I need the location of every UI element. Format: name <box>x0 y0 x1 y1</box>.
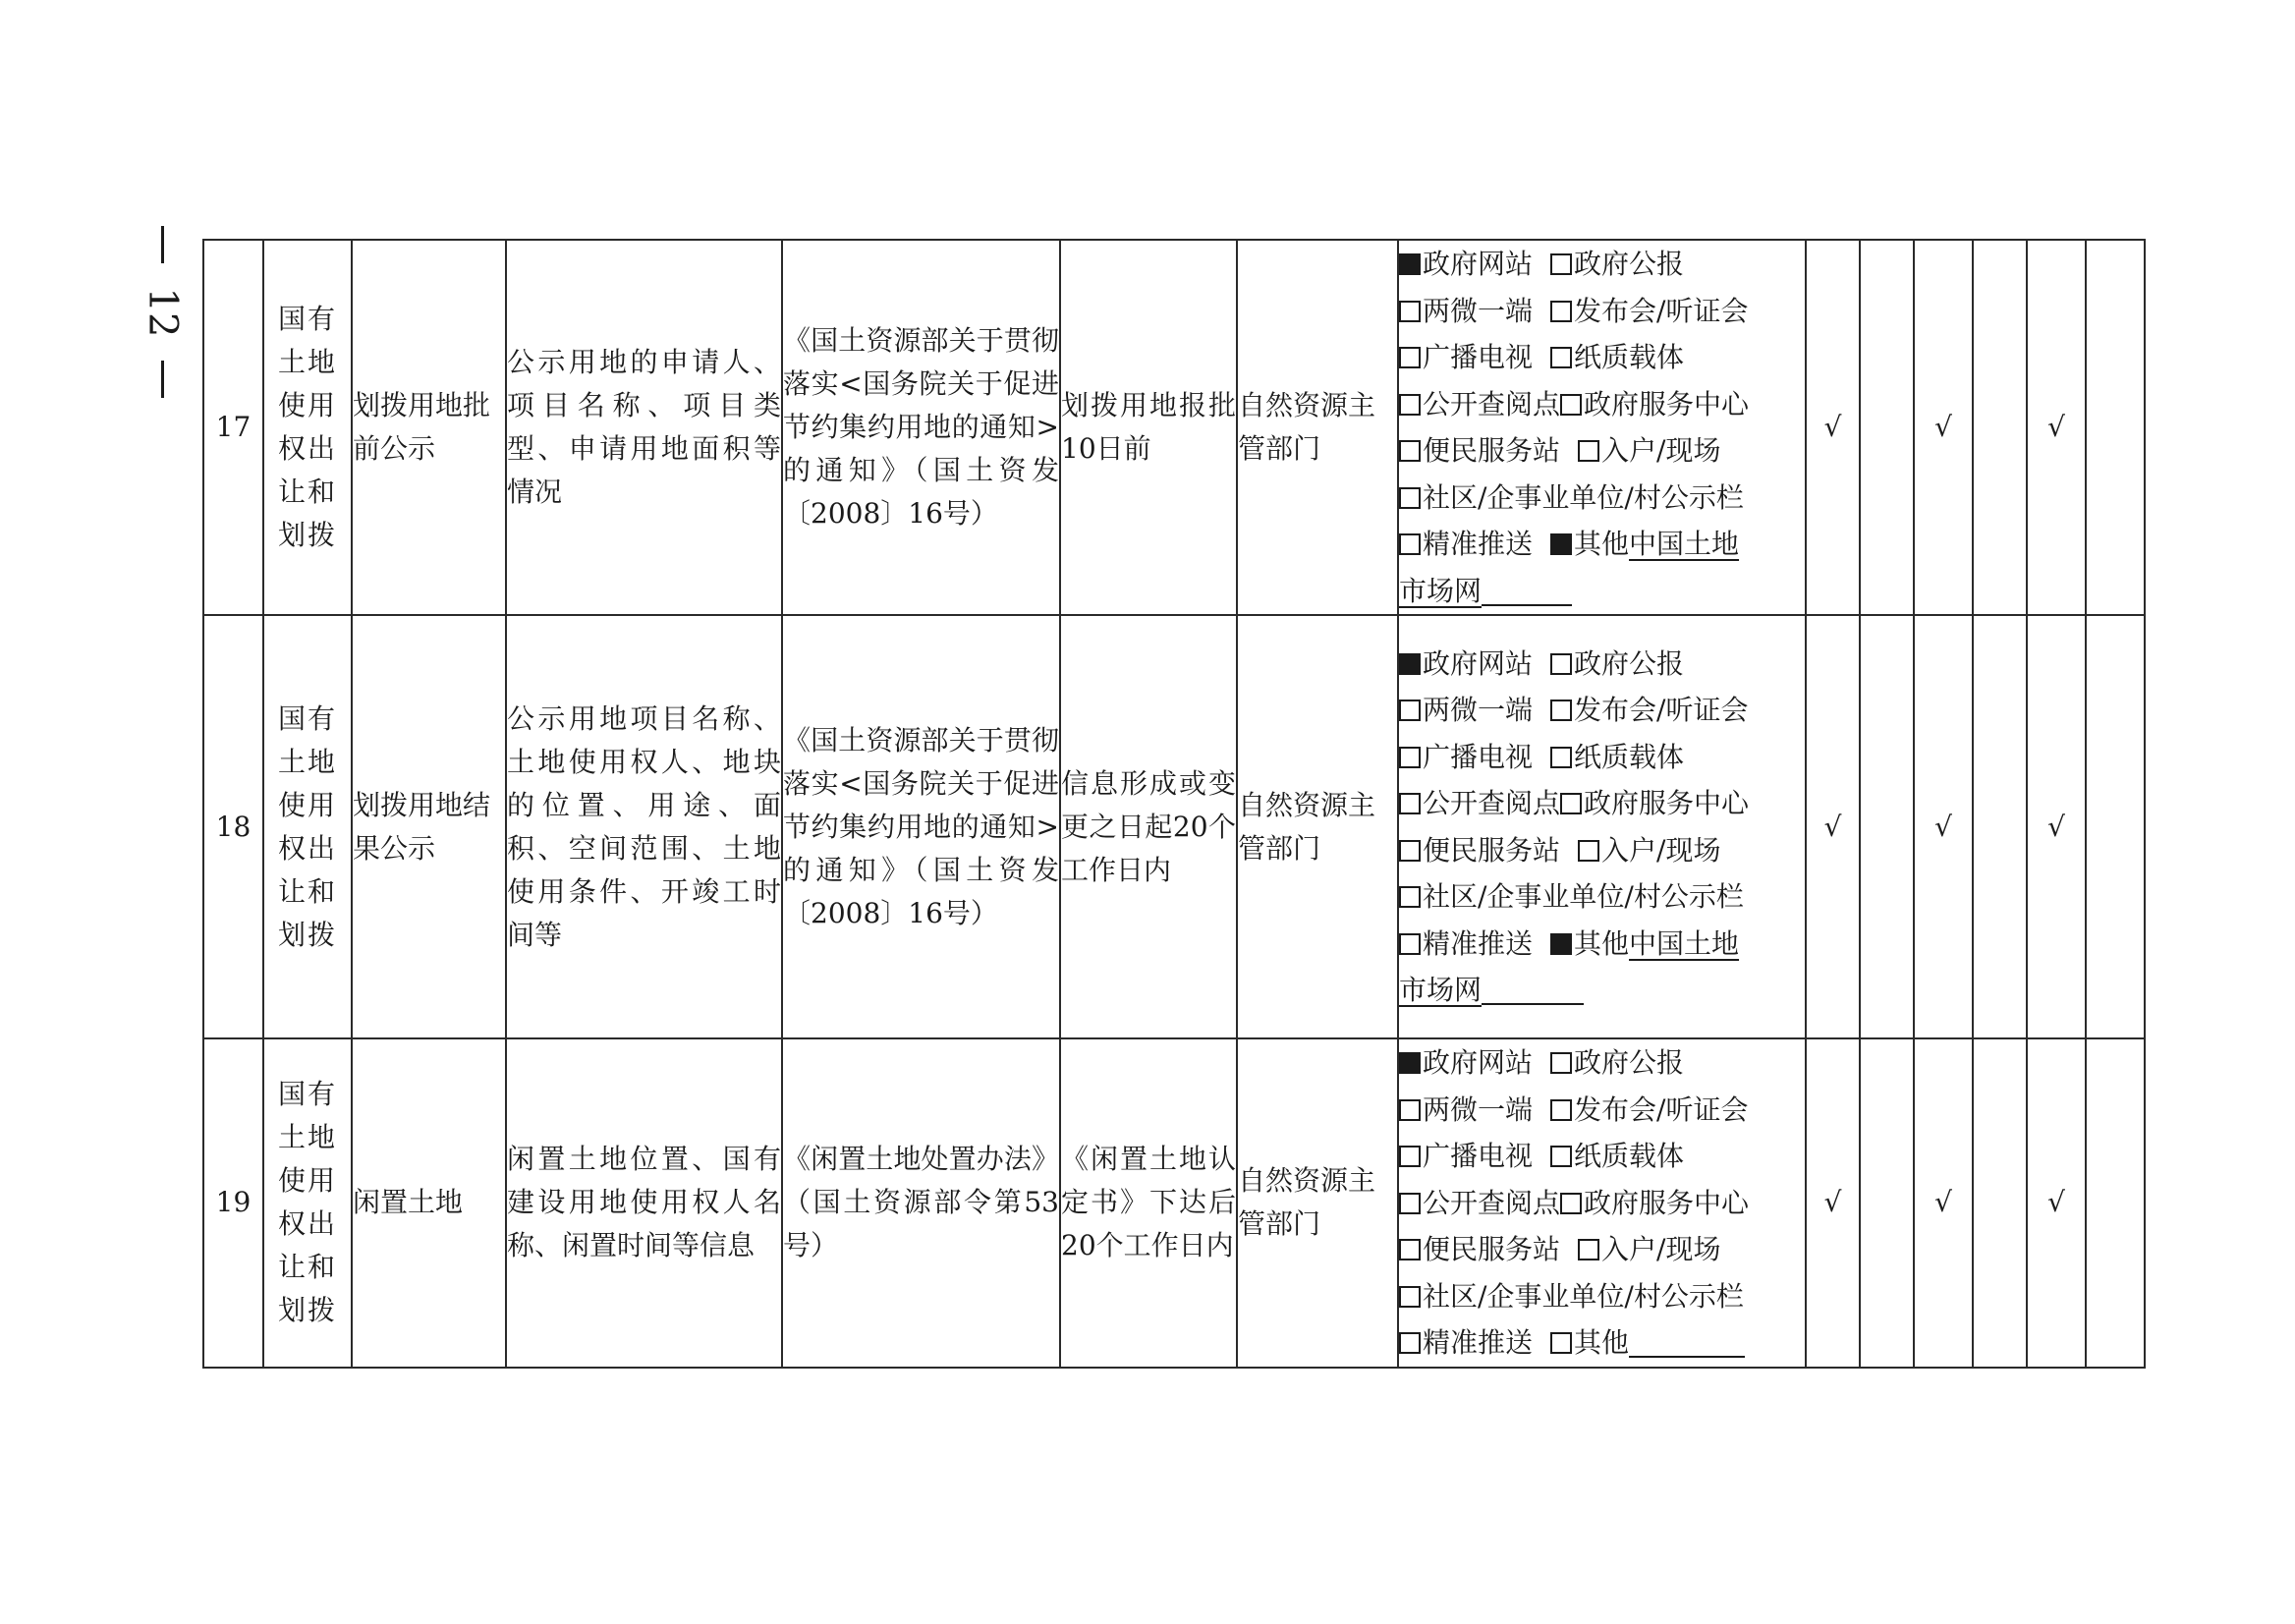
row-item: 划拨用地结果公示 <box>352 615 506 1038</box>
checkbox-convenience-station[interactable] <box>1399 1239 1421 1260</box>
channel-bulletin-board-label: 社区/企事业单位/村公示栏 <box>1423 880 1744 913</box>
row-content: 公示用地项目名称、土地使用权人、地块的位置、用途、面积、空间范围、土地使用条件、开竣工时间等 <box>506 615 782 1038</box>
channel-gov-website-label: 政府网站 <box>1423 646 1534 680</box>
row-basis: 《国土资源部关于贯彻落实<国务院关于促进节约集约用地的通知>的通知》（国土资发〔2008〕16号） <box>782 240 1060 615</box>
checkbox-gov-website[interactable] <box>1399 653 1421 675</box>
checkbox-reading-point[interactable] <box>1399 1193 1421 1214</box>
page-number <box>133 226 192 398</box>
page-number-dash-bottom <box>161 361 164 398</box>
page-number-text: 12 <box>140 287 185 337</box>
checkbox-radio-tv[interactable] <box>1399 1146 1421 1167</box>
channel-other-fill-continued: 市场网 <box>1399 574 1483 607</box>
check-cell <box>1973 240 2027 615</box>
checkbox-reading-point[interactable] <box>1399 394 1421 416</box>
channel-two-wei-one-duan-label: 两微一端 <box>1423 1092 1534 1126</box>
channel-gov-gazette-label: 政府公报 <box>1574 248 1685 280</box>
channel-precise-push-label: 精准推送 <box>1423 1326 1534 1359</box>
channel-reading-point-label: 公开查阅点 <box>1423 387 1561 420</box>
channel-gov-website-label: 政府网站 <box>1423 248 1534 280</box>
checkbox-service-center[interactable] <box>1560 1193 1582 1214</box>
channel-paper-media-label: 纸质载体 <box>1574 341 1685 373</box>
row-channels <box>1398 615 1806 1038</box>
row-department: 自然资源主管部门 <box>1237 1038 1398 1368</box>
checkbox-gov-gazette[interactable] <box>1550 253 1572 275</box>
channel-household-site-label: 入户/现场 <box>1601 434 1721 467</box>
check-cell <box>2086 615 2145 1038</box>
checkbox-bulletin-board[interactable] <box>1399 487 1421 509</box>
checkbox-bulletin-board[interactable] <box>1399 1286 1421 1308</box>
channel-other-label: 其他 <box>1574 528 1630 560</box>
checkbox-bulletin-board[interactable] <box>1399 886 1421 908</box>
checkbox-two-wei-one-duan[interactable] <box>1399 1099 1421 1121</box>
fill-blank-line <box>1482 575 1572 606</box>
channel-precise-push-label: 精准推送 <box>1423 926 1534 960</box>
channel-paper-media-label: 纸质载体 <box>1574 740 1685 773</box>
checkbox-household-site[interactable] <box>1578 1239 1599 1260</box>
row-number: 17 <box>203 240 263 615</box>
channel-convenience-station-label: 便民服务站 <box>1423 833 1561 867</box>
checkbox-press-hearing[interactable] <box>1550 1099 1572 1121</box>
page-number-dash-top <box>161 226 164 263</box>
table-row <box>203 1038 2145 1368</box>
checkbox-service-center[interactable] <box>1560 394 1582 416</box>
channel-bulletin-board-label: 社区/企事业单位/村公示栏 <box>1423 1279 1744 1313</box>
channel-household-site-label: 入户/现场 <box>1601 833 1721 867</box>
channel-radio-tv-label: 广播电视 <box>1423 740 1534 773</box>
checkbox-precise-push[interactable] <box>1399 933 1421 955</box>
channel-service-center-label: 政府服务中心 <box>1584 387 1750 420</box>
checkbox-paper-media[interactable] <box>1550 347 1572 368</box>
row-channels <box>1398 240 1806 615</box>
check-cell: √ <box>2027 240 2086 615</box>
row-category: 国有土地使用权出让和划拨 <box>278 303 338 551</box>
channel-two-wei-one-duan-label: 两微一端 <box>1423 694 1534 726</box>
channel-other-fill: 中国土地 <box>1629 926 1740 960</box>
row-department: 自然资源主管部门 <box>1237 240 1398 615</box>
channel-two-wei-one-duan-label: 两微一端 <box>1423 294 1534 327</box>
checkbox-convenience-station[interactable] <box>1399 840 1421 862</box>
check-cell <box>1860 615 1914 1038</box>
checkbox-precise-push[interactable] <box>1399 1332 1421 1354</box>
checkbox-service-center[interactable] <box>1560 793 1582 814</box>
checkbox-radio-tv[interactable] <box>1399 347 1421 368</box>
checkbox-household-site[interactable] <box>1578 440 1599 462</box>
checkbox-precise-push[interactable] <box>1399 533 1421 555</box>
row-item: 闲置土地 <box>352 1038 506 1368</box>
channel-precise-push-label: 精准推送 <box>1423 528 1534 560</box>
checkbox-press-hearing[interactable] <box>1550 700 1572 721</box>
check-cell <box>2086 240 2145 615</box>
checkbox-reading-point[interactable] <box>1399 793 1421 814</box>
channel-other-fill-continued: 市场网 <box>1399 974 1483 1006</box>
channel-gov-gazette-label: 政府公报 <box>1574 1046 1685 1079</box>
channel-press-hearing-label: 发布会/听证会 <box>1574 294 1749 327</box>
checkbox-gov-gazette[interactable] <box>1550 653 1572 675</box>
row-content: 闲置土地位置、国有建设用地使用权人名称、闲置时间等信息 <box>506 1038 782 1368</box>
checkbox-paper-media[interactable] <box>1550 747 1572 768</box>
row-category: 国有土地使用权出让和划拨 <box>278 1078 338 1327</box>
check-cell <box>1973 615 2027 1038</box>
checkbox-other[interactable] <box>1550 533 1572 555</box>
check-cell: √ <box>1806 240 1860 615</box>
checkbox-radio-tv[interactable] <box>1399 747 1421 768</box>
checkbox-other[interactable] <box>1550 933 1572 955</box>
fill-blank-line <box>1629 1326 1745 1358</box>
check-cell: √ <box>1914 240 1973 615</box>
channel-gov-gazette-label: 政府公报 <box>1574 646 1685 680</box>
checkbox-gov-website[interactable] <box>1399 1052 1421 1074</box>
checkbox-two-wei-one-duan[interactable] <box>1399 301 1421 322</box>
checkbox-press-hearing[interactable] <box>1550 301 1572 322</box>
row-time-limit: 《闲置土地认定书》下达后20个工作日内 <box>1060 1038 1237 1368</box>
checkbox-convenience-station[interactable] <box>1399 440 1421 462</box>
check-cell <box>1860 240 1914 615</box>
checkbox-two-wei-one-duan[interactable] <box>1399 700 1421 721</box>
channel-radio-tv-label: 广播电视 <box>1423 341 1534 373</box>
row-content: 公示用地的申请人、项目名称、项目类型、申请用地面积等情况 <box>506 240 782 615</box>
check-cell <box>1860 1038 1914 1368</box>
row-time-limit: 信息形成或变更之日起20个工作日内 <box>1060 615 1237 1038</box>
channel-convenience-station-label: 便民服务站 <box>1423 1233 1561 1265</box>
checkbox-gov-gazette[interactable] <box>1550 1052 1572 1074</box>
channel-reading-point-label: 公开查阅点 <box>1423 1186 1561 1219</box>
channel-other-fill: 中国土地 <box>1629 528 1740 560</box>
row-number: 18 <box>203 615 263 1038</box>
table-row <box>203 615 2145 1038</box>
channel-paper-media-label: 纸质载体 <box>1574 1140 1685 1172</box>
channel-service-center-label: 政府服务中心 <box>1584 1186 1750 1219</box>
channel-service-center-label: 政府服务中心 <box>1584 787 1750 819</box>
row-number: 19 <box>203 1038 263 1368</box>
checkbox-paper-media[interactable] <box>1550 1146 1572 1167</box>
row-item: 划拨用地批前公示 <box>352 240 506 615</box>
channel-other-label: 其他 <box>1574 1326 1630 1359</box>
disclosure-table <box>202 239 2146 1369</box>
row-basis: 《国土资源部关于贯彻落实<国务院关于促进节约集约用地的通知>的通知》（国土资发〔2008〕16号） <box>782 615 1060 1038</box>
check-cell: √ <box>1806 1038 1860 1368</box>
channel-gov-website-label: 政府网站 <box>1423 1046 1534 1079</box>
check-cell: √ <box>1914 615 1973 1038</box>
fill-blank-line <box>1482 974 1584 1005</box>
channel-household-site-label: 入户/现场 <box>1601 1233 1721 1265</box>
channel-press-hearing-label: 发布会/听证会 <box>1574 1092 1749 1126</box>
row-time-limit: 划拨用地报批10日前 <box>1060 240 1237 615</box>
check-cell: √ <box>2027 615 2086 1038</box>
checkbox-other[interactable] <box>1550 1332 1572 1354</box>
row-basis: 《闲置土地处置办法》（国土资源部令第53号） <box>782 1038 1060 1368</box>
channel-convenience-station-label: 便民服务站 <box>1423 434 1561 467</box>
checkbox-household-site[interactable] <box>1578 840 1599 862</box>
row-department: 自然资源主管部门 <box>1237 615 1398 1038</box>
channel-reading-point-label: 公开查阅点 <box>1423 787 1561 819</box>
check-cell <box>2086 1038 2145 1368</box>
check-cell: √ <box>1914 1038 1973 1368</box>
row-category: 国有土地使用权出让和划拨 <box>278 701 338 951</box>
checkbox-gov-website[interactable] <box>1399 253 1421 275</box>
check-cell: √ <box>2027 1038 2086 1368</box>
channel-bulletin-board-label: 社区/企事业单位/村公示栏 <box>1423 480 1744 514</box>
channel-press-hearing-label: 发布会/听证会 <box>1574 694 1749 726</box>
table-row <box>203 240 2145 615</box>
row-channels <box>1398 1038 1806 1368</box>
channel-radio-tv-label: 广播电视 <box>1423 1140 1534 1172</box>
check-cell <box>1973 1038 2027 1368</box>
channel-other-label: 其他 <box>1574 926 1630 960</box>
check-cell: √ <box>1806 615 1860 1038</box>
